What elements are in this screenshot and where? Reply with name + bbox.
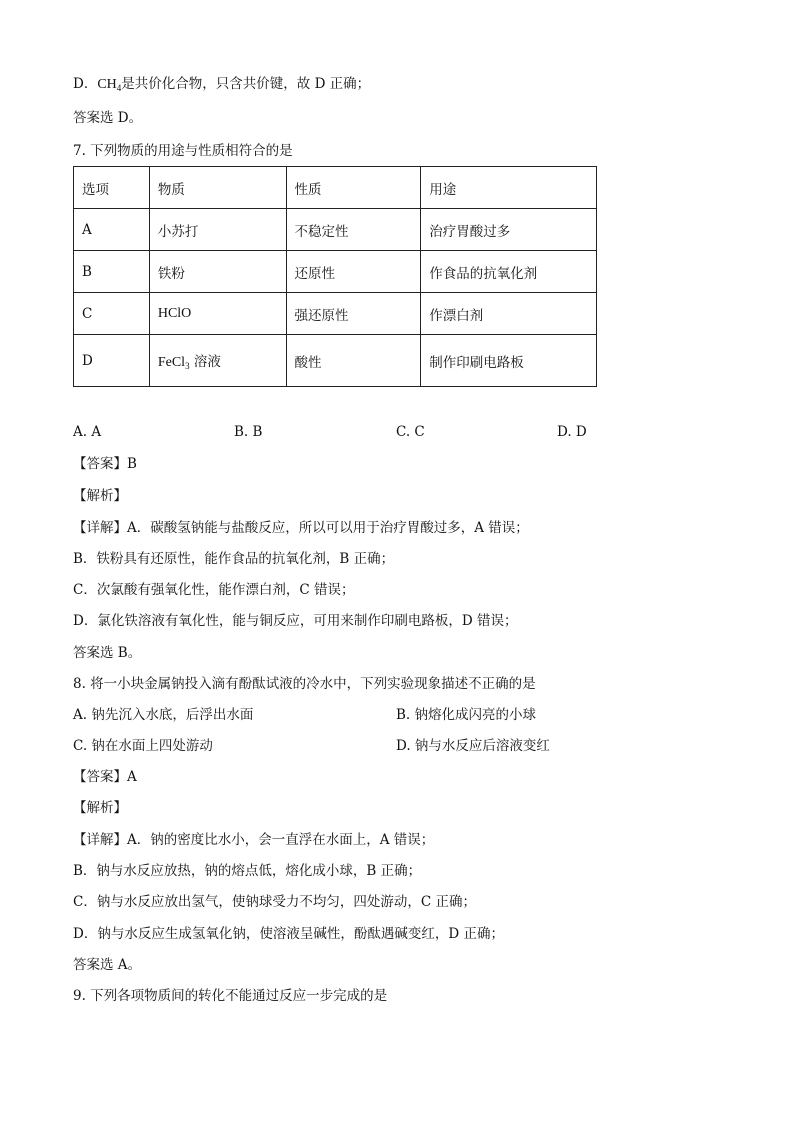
- row-property: 强还原性: [286, 293, 421, 335]
- q7-detail-a: 【详解】A．碳酸氢钠能与盐酸反应，所以可以用于治疗胃酸过多，A 错误；: [73, 520, 529, 536]
- header-substance: 物质: [149, 167, 286, 209]
- q7-answer: 【答案】B: [73, 456, 137, 472]
- q7-stem: 7. 下列物质的用途与性质相符合的是: [73, 143, 293, 159]
- q8-choice-d: D. 钠与水反应后溶液变红: [396, 738, 550, 754]
- header-use: 用途: [421, 167, 597, 209]
- q8-detail-d: D．钠与水反应生成氢氧化钠，使溶液呈碱性，酚酞遇碱变红，D 正确；: [73, 926, 504, 942]
- row-option: C: [74, 293, 150, 335]
- q7-detail-c: C．次氯酸有强氧化性，能作漂白剂，C 错误；: [73, 582, 355, 598]
- q7-choice-b: B. B: [234, 424, 263, 440]
- row-use: 治疗胃酸过多: [421, 209, 597, 251]
- table-row: [74, 251, 597, 293]
- q7-analysis-label: 【解析】: [73, 488, 127, 504]
- q6-answer: 答案选 D。: [73, 110, 143, 126]
- q8-choice-a: A. 钠先沉入水底，后浮出水面: [73, 707, 254, 723]
- q8-detail-b: B．钠与水反应放热，钠的熔点低，熔化成小球，B 正确；: [73, 863, 422, 879]
- table-row: [74, 293, 597, 335]
- q9-stem: 9. 下列各项物质间的转化不能通过反应一步完成的是: [73, 988, 388, 1004]
- row-option: A: [74, 209, 150, 251]
- row-property: 还原性: [286, 251, 421, 293]
- row-substance: FeCl$_3$ 溶液: [149, 335, 286, 387]
- row-substance: HClO: [149, 293, 286, 335]
- row-use: 作食品的抗氧化剂: [421, 251, 597, 293]
- q7-choice-d: D. D: [557, 424, 587, 440]
- header-option: 选项: [74, 167, 150, 209]
- q8-stem: 8. 将一小块金属钠投入滴有酚酞试液的冷水中，下列实验现象描述不正确的是: [73, 676, 536, 692]
- table-row: [74, 209, 597, 251]
- q6-option-d-explanation: D．$CH_4$是共价化合物，只含共价键，故 D 正确；: [73, 76, 371, 93]
- q8-analysis-label: 【解析】: [73, 800, 127, 816]
- q7-conclusion: 答案选 B。: [73, 645, 142, 661]
- row-option: D: [74, 335, 150, 387]
- fecl3-formula: FeCl$_3$: [157, 355, 190, 371]
- row-substance: 铁粉: [149, 251, 286, 293]
- q8-detail-a: 【详解】A．钠的密度比水小，会一直浮在水面上，A 错误；: [73, 832, 435, 848]
- q8-answer: 【答案】A: [73, 769, 137, 785]
- q7-table: [73, 166, 597, 387]
- q8-choice-c: C. 钠在水面上四处游动: [73, 738, 213, 754]
- q7-choice-a: A. A: [73, 424, 102, 440]
- row-property: 酸性: [286, 335, 421, 387]
- row-option: B: [74, 251, 150, 293]
- row-property: 不稳定性: [286, 209, 421, 251]
- q8-detail-c: C．钠与水反应放出氢气，使钠球受力不均匀，四处游动，C 正确；: [73, 894, 476, 910]
- q8-choice-b: B. 钠熔化成闪亮的小球: [396, 707, 537, 723]
- header-property: 性质: [286, 167, 421, 209]
- table-row: [74, 335, 597, 387]
- q7-detail-d: D．氯化铁溶液有氧化性，能与铜反应，可用来制作印刷电路板，D 错误；: [73, 613, 518, 629]
- q7-choice-c: C. C: [396, 424, 425, 440]
- row-use: 作漂白剂: [421, 293, 597, 335]
- row-use: 制作印刷电路板: [421, 335, 597, 387]
- row-substance: 小苏打: [149, 209, 286, 251]
- ch4-formula: $CH_4$: [97, 77, 122, 93]
- q8-conclusion: 答案选 A。: [73, 957, 142, 973]
- table-header-row: [74, 167, 597, 209]
- q7-detail-b: B．铁粉具有还原性，能作食品的抗氧化剂，B 正确；: [73, 551, 395, 567]
